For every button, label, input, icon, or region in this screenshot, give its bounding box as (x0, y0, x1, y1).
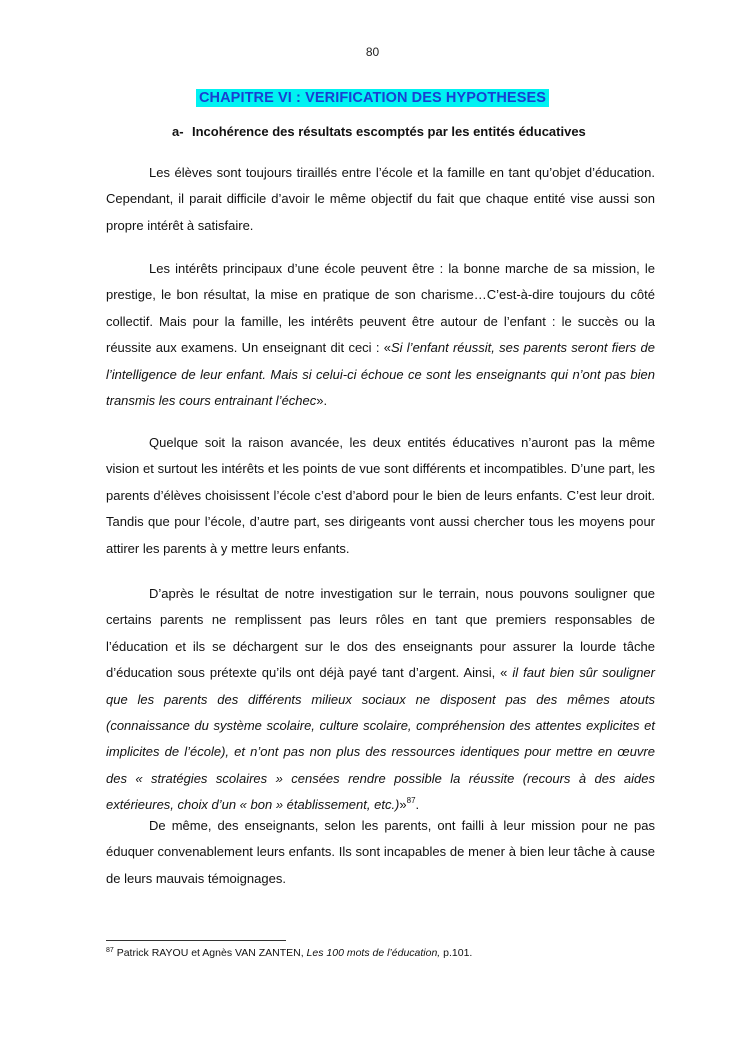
paragraph-4-quote: il faut bien sûr souligner que les parents des différents milieux sociaux ne disposent pas des mêmes atouts (connaissance du système scolaire, culture scolaire, compréhension des attentes explicites et implicites de l’école), et n’ont pas non plus des ressources identiques pour mettre en œuvre des « stratégies scolaires » censées rendre possible la réussite (recours à des aides extérieures, choix d’un « bon » établissement, etc.) (106, 665, 655, 813)
paragraph-3: Quelque soit la raison avancée, les deux entités éducatives n’auront pas la même vision et surtout les intérêts et les points de vue sont différents et incompatibles. D’une part, les parents d’élèves choisissent l’école c’est d’abord pour le bien de leurs enfants. C’est leur droit. Tandis que pour l’école, d’autre part, ses dirigeants vont aussi chercher tous les moyens pour attirer les parents à y mettre leurs enfants. (106, 435, 655, 556)
paragraph-4 (106, 581, 655, 819)
footnote (106, 947, 655, 959)
footnote-book-title: Les 100 mots de l’éducation, (306, 947, 441, 959)
paragraph-4-end: . (415, 797, 420, 813)
section-marker: a- (172, 124, 184, 139)
section-title: Incohérence des résultats escomptés par les entités éducatives (192, 124, 586, 139)
paragraph-2-end: ». (316, 393, 328, 409)
paragraph-2 (106, 256, 655, 414)
paragraph-1: Les élèves sont toujours tiraillés entre l’école et la famille en tant qu’objet d’éducation. Cependant, il parait difficile d’avoir le même objectif du fait que chaque entité vise aussi son propre intérêt à satisfaire. (106, 165, 655, 233)
paragraph-2-text: Les intérêts principaux d’une école peuvent être : la bonne marche de sa mission, le prestige, le bon résultat, la mise en pratique de son charisme…C’est-à-dire toujours du côté collectif. Mais pour la famille, les intérêts peuvent être autour de l’enfant : le succès ou la réussite aux examens. Un enseignant dit ceci : « (106, 261, 655, 356)
footnote-authors: Patrick RAYOU et Agnès VAN ZANTEN, (113, 947, 307, 959)
footnote-page: p.101. (440, 947, 473, 959)
chapter-title (0, 89, 745, 107)
paragraph-4-text: D’après le résultat de notre investigation sur le terrain, nous pouvons souligner que certains parents ne remplissent pas leurs rôles en tant que premiers responsables de l’éducation et ils se déchargent sur le dos des enseignants pour assurer la lourde tâche d’éducation sous prétexte qu’ils ont déjà payé tant d’argent. Ainsi, « (106, 586, 655, 681)
footnote-reference[interactable]: 87 (406, 796, 416, 806)
section-heading (172, 124, 586, 139)
paragraph-2-quote: Si l’enfant réussit, ses parents seront fiers de l’intelligence de leur enfant. Mais si celui-ci échoue ce sont les enseignants qui n’ont pas bien transmis les cours entrainant l’échec (106, 340, 655, 409)
paragraph-5: De même, des enseignants, selon les parents, ont failli à leur mission pour ne pas éduquer convenablement leurs enfants. Ils sont incapables de mener à bien leur tâche à cause de leurs mauvais témoignages. (106, 818, 655, 886)
paragraph-4-close: » (399, 797, 407, 813)
page-number: 80 (365, 45, 380, 59)
footnote-divider (106, 940, 286, 941)
chapter-title-text: CHAPITRE VI : VERIFICATION DES HYPOTHESES (196, 89, 549, 107)
footnote-number: 87 (106, 947, 114, 954)
